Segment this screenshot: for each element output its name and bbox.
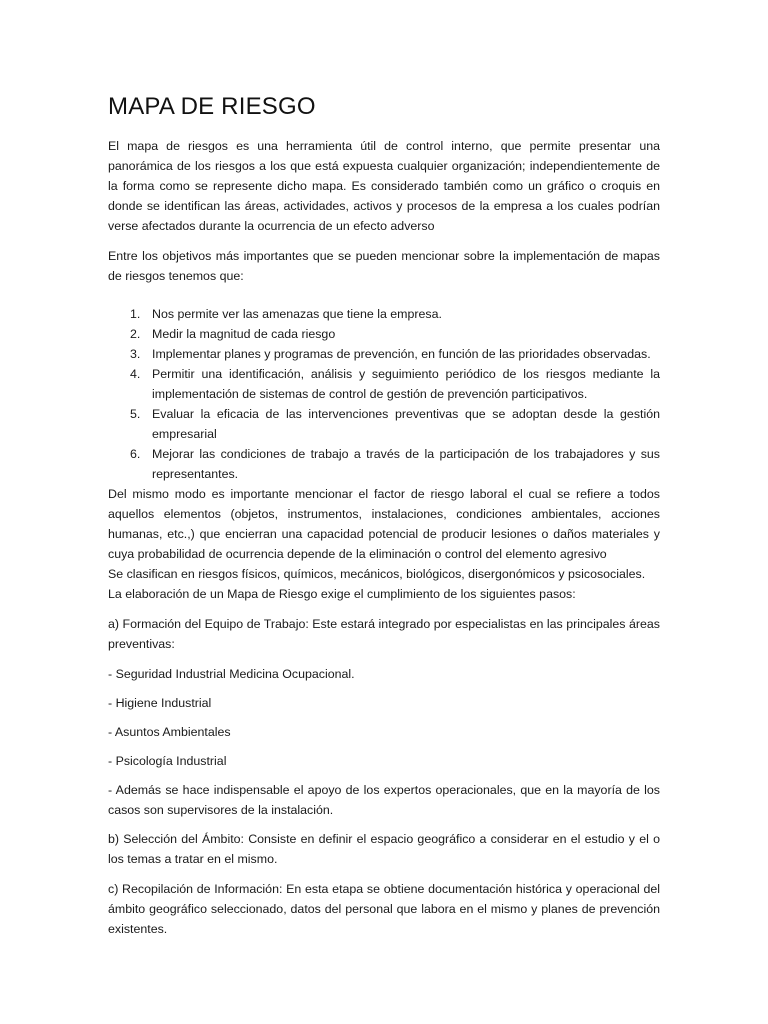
objectives-list [108, 304, 660, 484]
classification-paragraph: Se clasifican en riesgos físicos, químicos, mecánicos, biológicos, disergonómicos y psicosociales. [108, 567, 646, 581]
list-item: 1. Nos permite ver las amenazas que tiene la empresa. [130, 307, 442, 321]
area-item: - Seguridad Industrial Medicina Ocupacional. [108, 667, 355, 681]
step-c: c) Recopilación de Información: En esta etapa se obtiene documentación histórica y operacional del ámbito geográfico seleccionado, datos del personal que labora en el mismo y planes de prevención existentes. [108, 882, 660, 936]
step-b: b) Selección del Ámbito: Consiste en definir el espacio geográfico a considerar en el estudio y el o los temas a tratar en el mismo. [108, 832, 660, 866]
area-item: - Además se hace indispensable el apoyo de los expertos operacionales, que en la mayoría de los casos son supervisores de la instalación. [108, 783, 660, 817]
step-a: a) Formación del Equipo de Trabajo: Este estará integrado por especialistas en las principales áreas preventivas: [108, 617, 660, 651]
objectives-intro: Entre los objetivos más importantes que se pueden mencionar sobre la implementación de mapas de riesgos tenemos que: [108, 249, 660, 283]
area-item: - Asuntos Ambientales [108, 725, 231, 739]
page-title: MAPA DE RIESGO [108, 93, 316, 120]
list-item: 5. Evaluar la eficacia de las intervenciones preventivas que se adoptan desde la gestión empresarial [130, 407, 660, 441]
list-item: 4. Permitir una identificación, análisis y seguimiento periódico de los riesgos mediante la implementación de sistemas de control de gestión de prevención participativos. [130, 367, 660, 401]
list-item: 3. Implementar planes y programas de prevención, en función de las prioridades observadas. [130, 347, 651, 361]
list-item: 6. Mejorar las condiciones de trabajo a través de la participación de los trabajadores y sus representantes. [130, 447, 660, 481]
risk-factor-paragraph: Del mismo modo es importante mencionar el factor de riesgo laboral el cual se refiere a todos aquellos elementos (objetos, instrumentos, instalaciones, condiciones ambientales, acciones humanas, etc.,) que encierran una capacidad potencial de producir lesiones o daños materiales y cuya probabilidad de ocurrencia depende de la eliminación o control del elemento agresivo [108, 487, 660, 561]
area-item: - Psicología Industrial [108, 754, 227, 768]
intro-paragraph: El mapa de riesgos es una herramienta útil de control interno, que permite presentar una panorámica de los riesgos a los que está expuesta cualquier organización; independientemente de la forma como se represente dicho mapa. Es considerado también como un gráfico o croquis en donde se identifican las áreas, actividades, activos y procesos de la empresa a los cuales podrían verse afectados durante la ocurrencia de un efecto adverso [108, 139, 660, 233]
area-item: - Higiene Industrial [108, 696, 212, 710]
steps-intro: La elaboración de un Mapa de Riesgo exige el cumplimiento de los siguientes pasos: [108, 587, 576, 601]
list-item: 2. Medir la magnitud de cada riesgo [130, 327, 336, 341]
